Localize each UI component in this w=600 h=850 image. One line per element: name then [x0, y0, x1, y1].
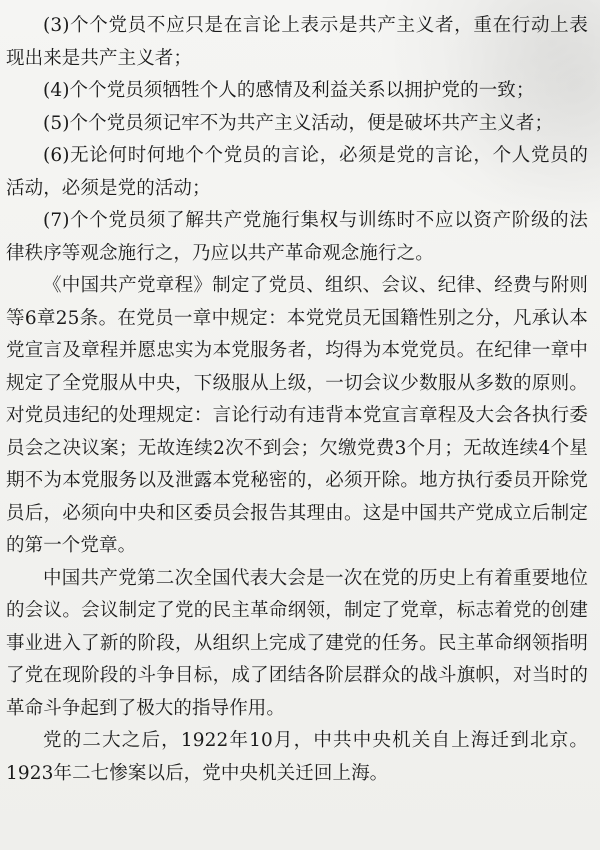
paragraph-item-7: (7)个个党员须了解共产党施行集权与训练时不应以资产阶级的法律秩序等观念施行之，乃应以共产革命观念施行之。: [6, 210, 588, 264]
paragraph-item-6: (6)无论何时何地个个党员的言论，必须是党的言论，个人党员的活动，必须是党的活动；: [6, 145, 588, 199]
central-organs-paragraph: 党的二大之后，1922年10月，中共中央机关自上海迁到北京。1923年二七惨案以后，党中央机关迁回上海。: [6, 730, 588, 784]
paragraph-item-5: (5)个个党员须记牢不为共产主义活动，便是破坏共产主义者；: [43, 112, 554, 134]
second-congress-paragraph: 中国共产党第二次全国代表大会是一次在党的历史上有着重要地位的会议。会议制定了党的民主革命纲领，制定了党章，标志着党的创建事业进入了新的阶段，从组织上完成了建党的任务。民主革命纲领指明了党在现阶段的斗争目标，成了团结各阶层群众的战斗旗帜，对当时的革命斗争起到了极大的指导作用。: [6, 567, 588, 719]
paragraph-item-4: (4)个个党员须牺牲个人的感情及利益关系以拥护党的一致；: [43, 80, 535, 101]
paragraph-item-3: (3)个个党员不应只是在言论上表示是共产主义者，重在行动上表现出来是共产主义者；: [6, 15, 588, 69]
party-constitution-paragraph: 《中国共产党章程》制定了党员、组织、会议、纪律、经费与附则等6章25条。在党员一章中规定：本党党员无国籍性别之分，凡承认本党宣言及章程并愿忠实为本党服务者，均得为本党党员。在纪律一章中规定了全党服从中央，下级服从上级，一切会议少数服从多数的原则。对党员违纪的处理规定：言论行动有违背本党宣言章程及大会各执行委员会之决议案；无故连续2次不到会；欠缴党费3个月；无故连续4个星期不为本党服务以及泄露本党秘密的，必须开除。地方执行委员开除党员后，必须向中央和区委员会报告其理由。这是中国共产党成立后制定的第一个党章。: [6, 275, 588, 556]
